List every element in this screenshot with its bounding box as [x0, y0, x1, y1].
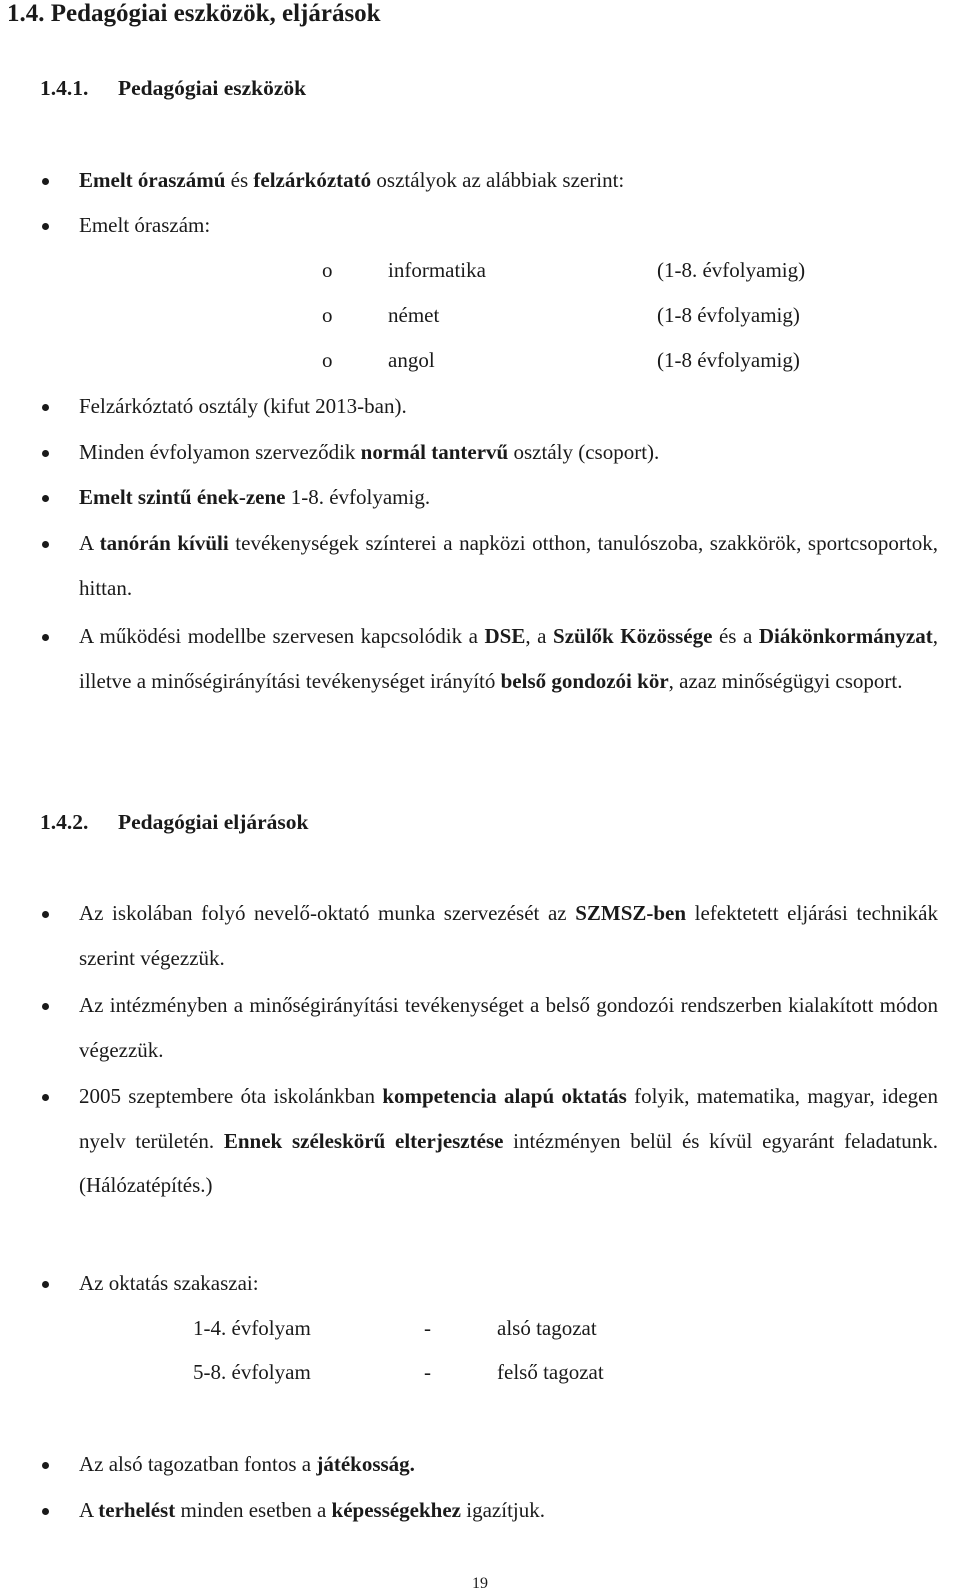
text: és — [225, 168, 254, 192]
bold-text: kompetencia alapú oktatás — [382, 1084, 627, 1108]
text: és a — [712, 624, 759, 648]
section-title: Pedagógiai eljárások — [118, 810, 309, 834]
section-heading-1-4-2 — [40, 810, 309, 835]
subject-row — [0, 248, 960, 292]
section-title: Pedagógiai eszközök — [118, 76, 307, 100]
bullet-terheles — [79, 1488, 938, 1533]
subject-range: (1-8. évfolyamig) — [657, 258, 806, 282]
subject-range: (1-8 évfolyamig) — [657, 303, 800, 327]
stage-dash: - — [424, 1360, 431, 1384]
bullet-tanoran-kivuli — [79, 521, 938, 610]
bullet-minosegiranyitas — [79, 983, 938, 1072]
subject-name: német — [388, 303, 440, 327]
stage-name: alsó tagozat — [497, 1316, 597, 1340]
text: Az iskolában folyó nevelő-oktató munka szervezését az — [79, 901, 576, 925]
section-heading-1-4-1 — [40, 76, 306, 101]
text: , illetve a minőségirányítási tevékenységet irányító — [79, 624, 938, 693]
text: A — [79, 531, 100, 555]
bullet-szmsz — [79, 891, 938, 980]
bold-text: Ennek széleskörű elterjesztése — [223, 1128, 504, 1153]
stage-grades: 5-8. évfolyam — [193, 1360, 311, 1384]
circle-bullet-icon: o — [322, 303, 333, 327]
stage-name: felső tagozat — [497, 1360, 604, 1384]
bullet-kompetencia — [79, 1074, 938, 1208]
page-number: 19 — [472, 1575, 488, 1592]
bold-text: képességekhez — [331, 1498, 462, 1522]
bullet-emelt-felzarkoztato — [79, 158, 938, 203]
stage-dash: - — [424, 1316, 431, 1340]
bold-text: Emelt óraszámú — [79, 168, 226, 192]
bullet-enek-zene — [79, 475, 938, 520]
stage-row — [0, 1306, 960, 1350]
bold-text: Szülők Közössége — [553, 624, 713, 648]
bold-text: belső gondozói kör — [500, 668, 669, 693]
text: Felzárkóztató osztály (kifut 2013-ban). — [79, 394, 407, 418]
text: lefektetett eljárási technikák szerint végezzük. — [79, 901, 938, 970]
text: osztályok az alábbiak szerint: — [371, 168, 625, 192]
text: A — [79, 1498, 99, 1522]
section-number: 1.4.2. — [40, 810, 89, 834]
text: 2005 szeptembere óta iskolánkban — [79, 1084, 383, 1108]
bullet-normal-tanterv — [79, 430, 938, 475]
circle-bullet-icon: o — [322, 348, 333, 372]
bullet-emelt-oraszam — [79, 203, 938, 248]
subject-row — [0, 338, 960, 382]
bold-text: tanórán kívüli — [99, 531, 229, 555]
text: Emelt óraszám: — [79, 213, 211, 237]
subject-name: angol — [388, 348, 435, 372]
bold-text: játékosság. — [316, 1452, 415, 1476]
text: Az oktatás szakaszai: — [79, 1271, 259, 1295]
bold-text: normál tantervű — [360, 440, 509, 464]
bold-text: DSE — [484, 624, 526, 648]
circle-bullet-icon: o — [322, 258, 333, 282]
bullet-felzarkoztato — [79, 384, 938, 429]
page-heading: 1.4. Pedagógiai eszközök, eljárások — [7, 0, 381, 27]
text: tevékenységek színterei a napközi otthon, tanulószoba, szakkörök, sportcsoportok, hittan. — [79, 531, 938, 600]
text: , azaz minőségügyi csoport. — [668, 668, 903, 693]
text: intézményen belül és kívül egyaránt feladatunk. (Hálózatépítés.) — [79, 1128, 938, 1197]
stage-grades: 1-4. évfolyam — [193, 1316, 311, 1340]
text: folyik, matematika, magyar, idegen nyelv területén. — [79, 1084, 938, 1153]
bold-text: terhelést — [98, 1498, 176, 1522]
text: Minden évfolyamon szerveződik — [79, 440, 361, 464]
bold-text: felzárkóztató — [253, 168, 372, 192]
text: minden esetben a — [175, 1498, 332, 1522]
bold-text: Diákönkormányzat — [758, 624, 933, 648]
bold-text: Emelt szintű ének-zene — [79, 485, 286, 509]
text: igazítjuk. — [461, 1498, 545, 1522]
text: , a — [525, 624, 554, 648]
text: Az intézményben a minőségirányítási tevékenységet a belső gondozói rendszerben kialakított módon végezzük. — [79, 993, 938, 1062]
subject-row — [0, 293, 960, 337]
text: 1-8. évfolyamig. — [285, 485, 431, 509]
subject-range: (1-8 évfolyamig) — [657, 348, 800, 372]
section-number: 1.4.1. — [40, 76, 89, 100]
stage-row — [0, 1350, 960, 1394]
bullet-jatekossag — [79, 1442, 938, 1487]
bold-text: SZMSZ-ben — [575, 901, 687, 925]
text: osztály (csoport). — [508, 440, 660, 464]
text: Az alsó tagozatban fontos a — [79, 1452, 317, 1476]
bullet-mukodesi-modell — [79, 614, 938, 703]
text: A működési modellbe szervesen kapcsolódik a — [79, 624, 485, 648]
subject-name: informatika — [388, 258, 486, 282]
bullet-oktatas-szakaszai — [79, 1261, 938, 1306]
